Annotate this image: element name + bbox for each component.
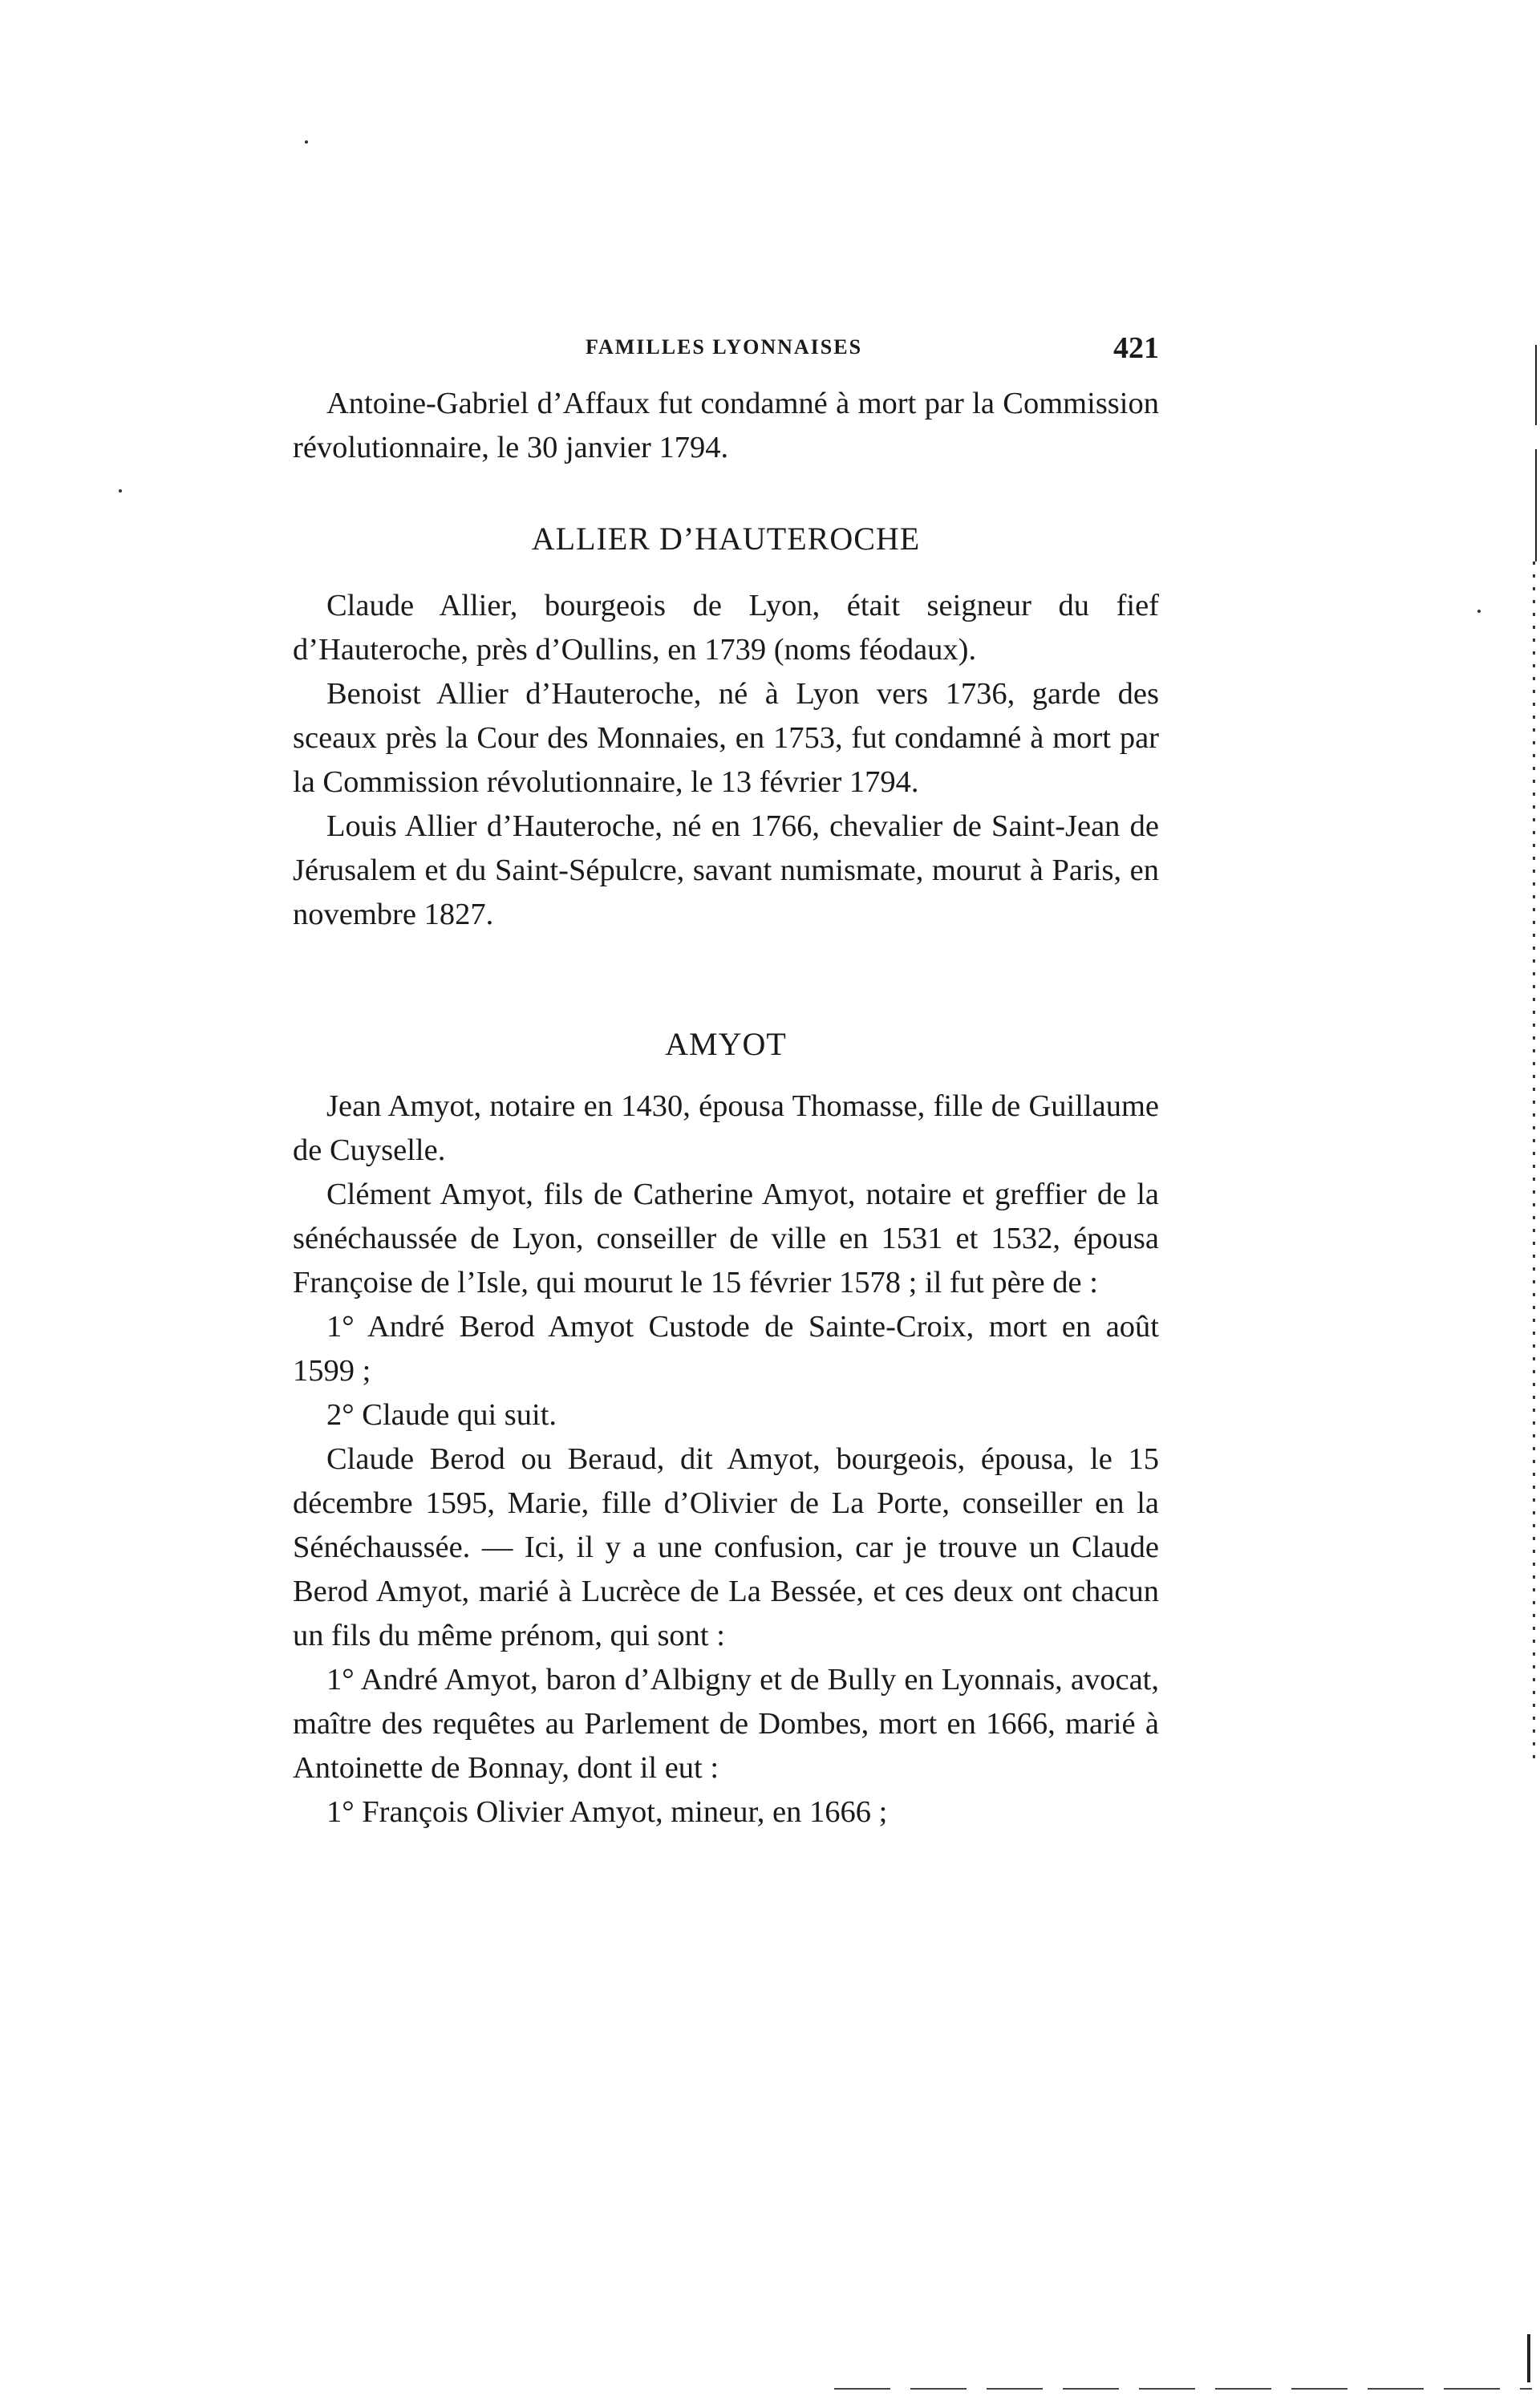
scan-speck: [1477, 610, 1481, 613]
running-head: [293, 330, 1159, 371]
scan-edge-mark: [1527, 2334, 1530, 2382]
paragraph: Benoist Allier d’Hauteroche, né à Lyon vers 1736, garde des sceaux près la Cour des Monnaies, en 1753, fut condamné à mort par la Commission révolutionnaire, le 13 février 1794.: [293, 677, 1159, 799]
paragraph: Claude Berod ou Beraud, dit Amyot, bourgeois, épousa, le 15 décembre 1595, Marie, fille d’Olivier de La Porte, conseiller en la Sénéchaussée. — Ici, il y a une confusion, car je trouve un Claude Berod Amyot, marié à Lucrèce de La Bessée, et ces deux ont chacun un fils du même prénom, qui sont :: [293, 1442, 1159, 1652]
section-heading-amyot: AMYOT: [665, 1026, 787, 1062]
scan-edge-dots: [1533, 561, 1535, 1765]
paragraph: 1° André Amyot, baron d’Albigny et de Bully en Lyonnais, avocat, maître des requêtes au Parlement de Dombes, mort en 1666, marié à Antoinette de Bonnay, dont il eut :: [293, 1663, 1159, 1785]
paragraph: Jean Amyot, notaire en 1430, épousa Thomasse, fille de Guillaume de Cuyselle.: [293, 1089, 1159, 1167]
paragraph: 2° Claude qui suit.: [326, 1398, 557, 1432]
intro-text: [293, 382, 1159, 470]
running-title: FAMILLES LYONNAISES: [586, 335, 863, 359]
scan-bottom-dashes: [834, 2388, 1532, 2390]
scan-speck: [119, 489, 122, 493]
paragraph: Clément Amyot, fils de Catherine Amyot, notaire et greffier de la sénéchaussée de Lyon, conseiller de ville en 1531 et 1532, épousa Françoise de l’Isle, qui mourut le 15 février 1578 ; il fut père de :: [293, 1178, 1159, 1299]
paragraph: 1° André Berod Amyot Custode de Sainte-Croix, mort en août 1599 ;: [293, 1310, 1159, 1388]
paragraph: Louis Allier d’Hauteroche, né en 1766, chevalier de Saint-Jean de Jérusalem et du Saint-Sépulcre, savant numismate, mourut à Paris, en novembre 1827.: [293, 809, 1159, 931]
scan-speck: [305, 140, 308, 144]
section-body-allier: [293, 584, 1159, 937]
section-body-amyot: [293, 1084, 1159, 1835]
scan-edge-line: [1535, 449, 1537, 561]
section-heading-allier: ALLIER D’HAUTEROCHE: [531, 521, 921, 557]
paragraph: 1° François Olivier Amyot, mineur, en 1666 ;: [326, 1795, 888, 1829]
paragraph: Antoine-Gabriel d’Affaux fut condamné à mort par la Commission révolutionnaire, le 30 janvier 1794.: [293, 387, 1159, 464]
scan-edge-line: [1535, 345, 1537, 425]
page-number: 421: [1113, 331, 1159, 365]
paragraph: Claude Allier, bourgeois de Lyon, était seigneur du fief d’Hauteroche, près d’Oullins, en 1739 (noms féodaux).: [293, 589, 1159, 667]
